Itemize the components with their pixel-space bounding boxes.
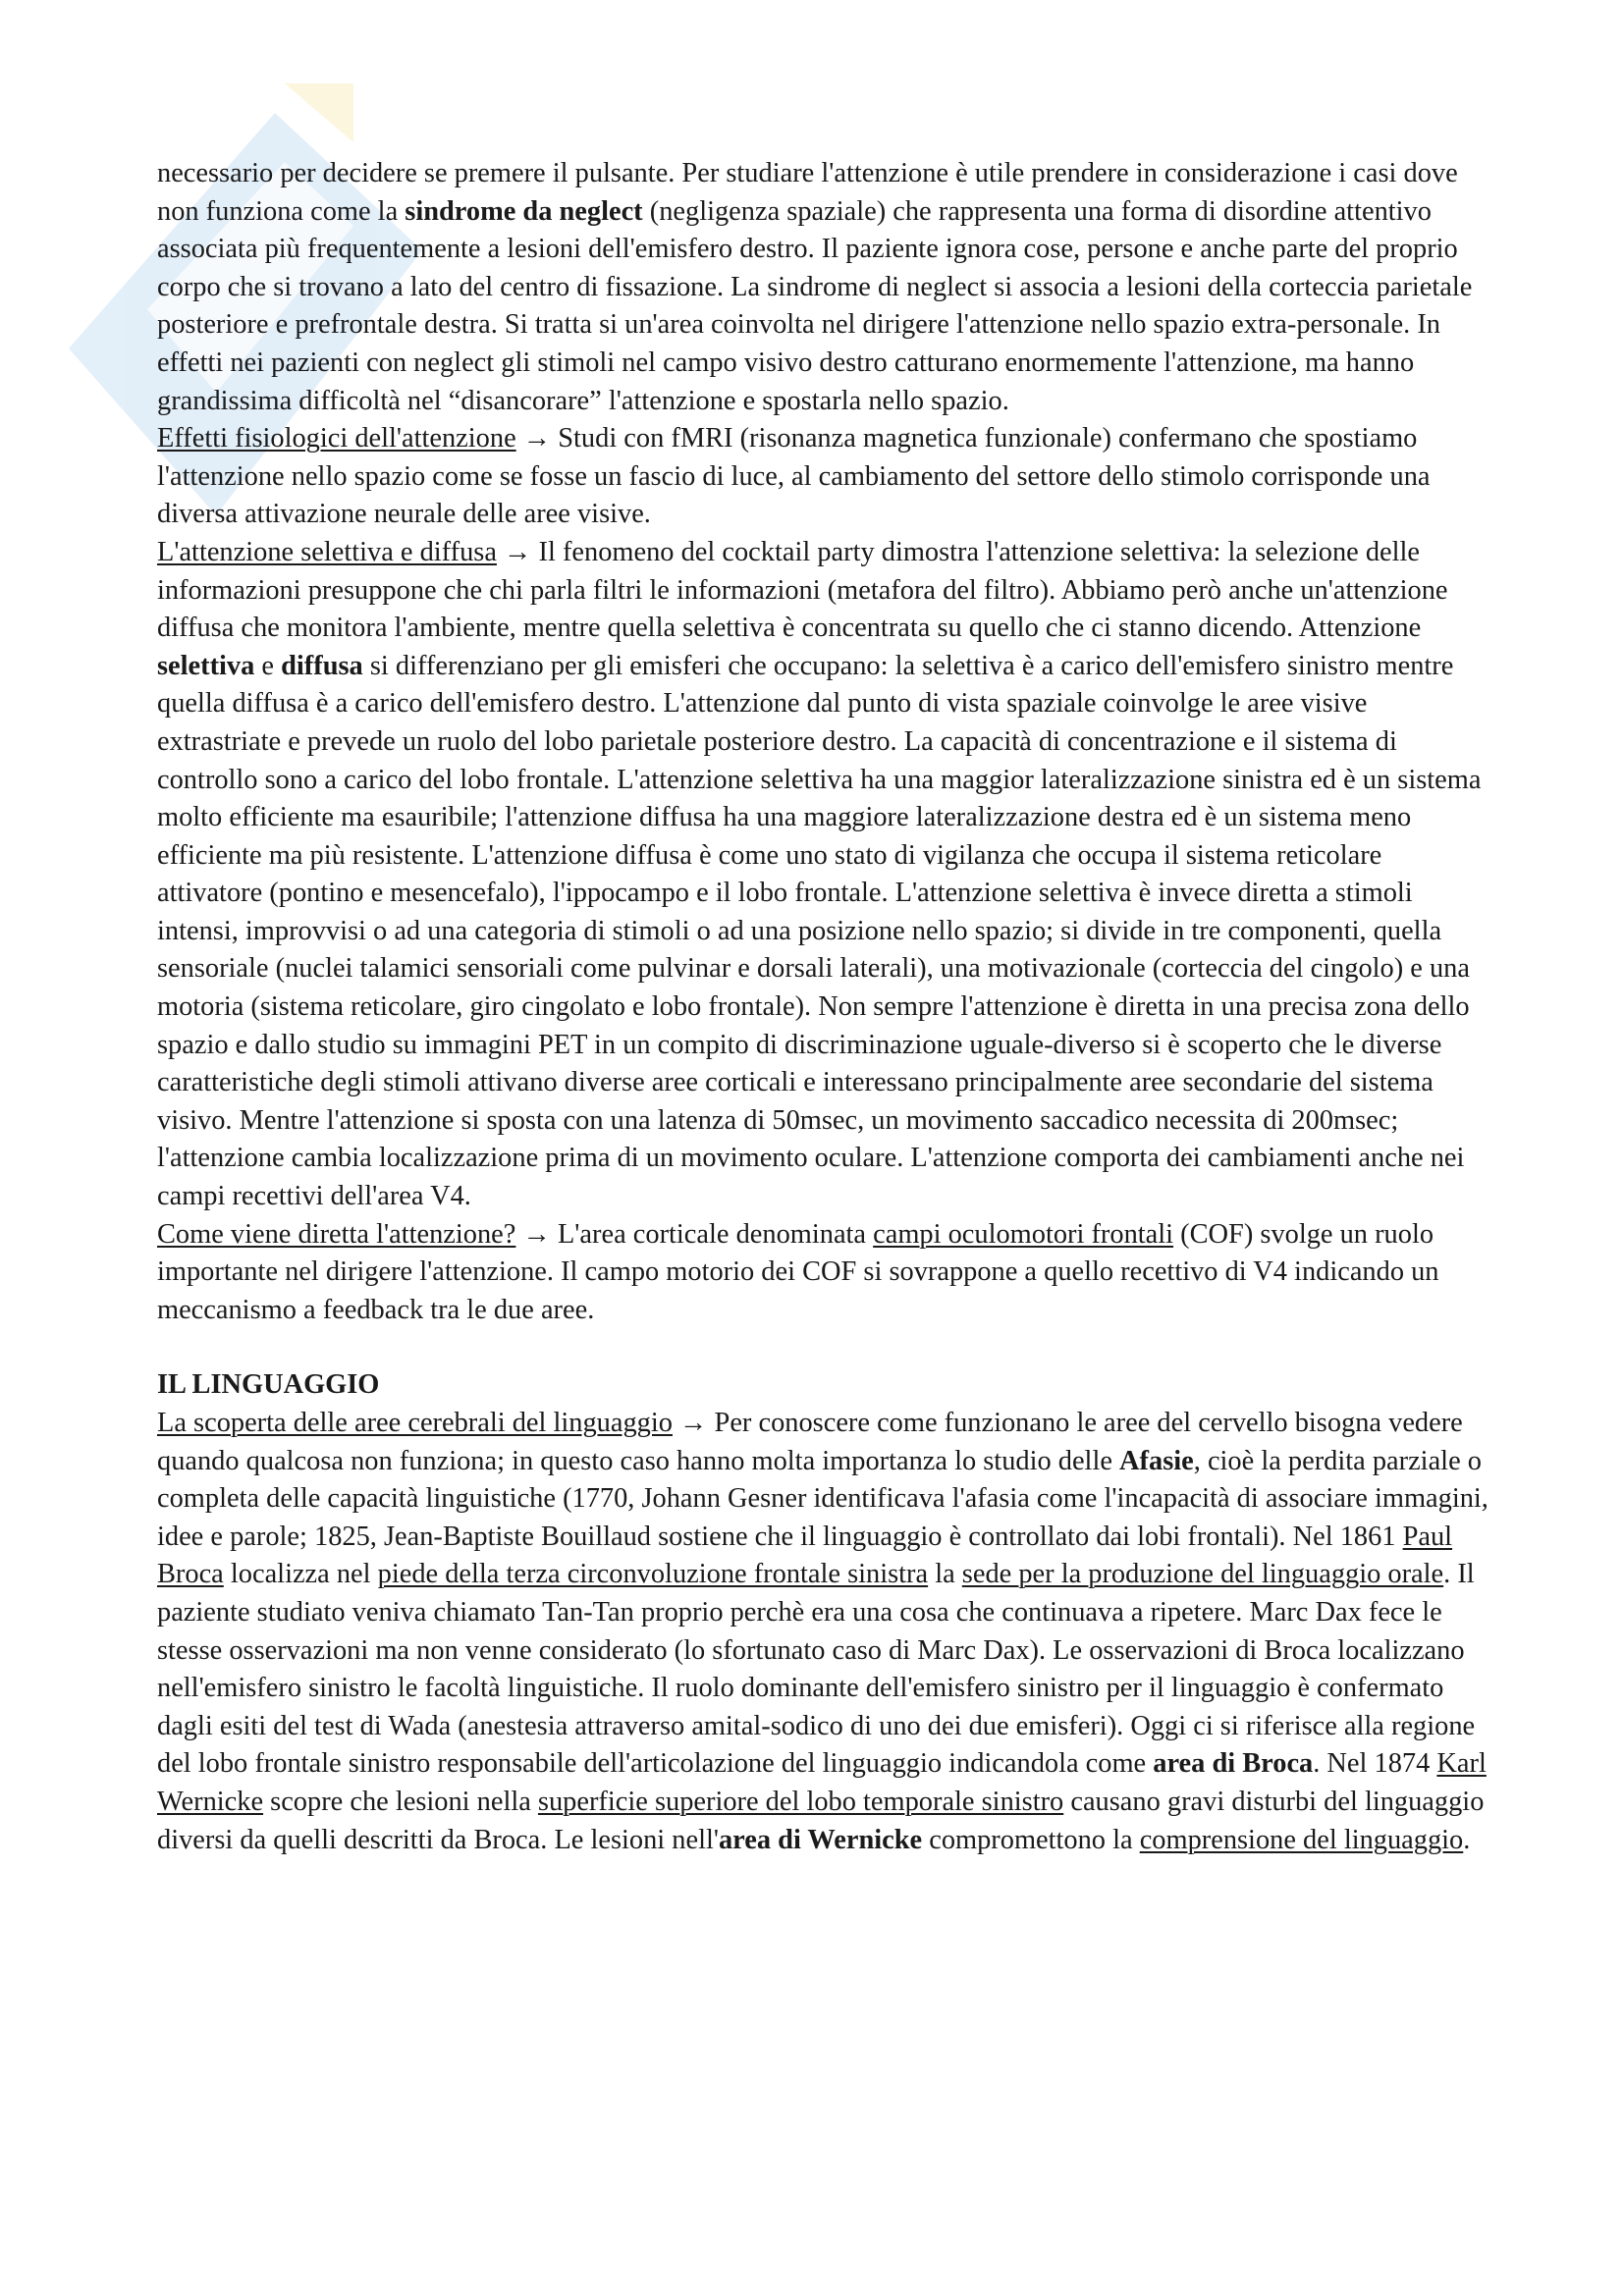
underlined-term: sede per la produzione del linguaggio orale [961, 1559, 1444, 1590]
underlined-term: campi oculomotori frontali [873, 1218, 1174, 1250]
section-title: IL LINGUAGGIO [157, 1369, 380, 1401]
underlined-heading: L'attenzione selettiva e diffusa [157, 536, 497, 567]
underlined-term: comprensione del linguaggio [1139, 1824, 1464, 1855]
paragraph-linguaggio: La scoperta delle aree cerebrali del linguaggio → Per conoscere come funzionano le aree del cervello bisogna vedere quando qualcosa non funziona; in questo caso hanno molta importanza lo studio delle Afasie, cioè la perdita parziale o completa delle capacità linguistiche (1770, Johann Gesner identificava l'afasia come l'incapacità di associare immagini, idee e parole; 1825, Jean-Baptiste Bouillaud sostiene che il linguaggio è controllato dai lobi frontali). Nel 1861 Paul Broca localizza nel piede della terza circonvoluzione frontale sinistra la sede per la produzione del linguaggio orale. Il paziente studiato veniva chiamato Tan-Tan proprio perchè era una cosa che continuava a ripetere. Marc Dax fece le stesse osservazioni ma non venne considerato (lo sfortunato caso di Marc Dax). Le osservazioni di Broca localizzano nell'emisfero sinistro le facoltà linguistiche. Il ruolo dominante dell'emisfero sinistro per il linguaggio è confermato dagli esiti del test di Wada (anestesia attraverso amital-sodico di uno dei due emisferi). Oggi ci si riferisce alla regione del lobo frontale sinistro responsabile dell'articolazione del linguaggio indicandola come area di Broca. Nel 1874 Karl Wernicke scopre che lesioni nella superficie superiore del lobo temporale sinistro causano gravi disturbi del linguaggio diversi da quelli descritti da Broca. Le lesioni nell'area di Wernicke compromettono la comprensione del linguaggio. [157, 1408, 1488, 1855]
bold-term: area di Wernicke [718, 1824, 923, 1855]
paragraph-neglect: necessario per decidere se premere il pulsante. Per studiare l'attenzione è utile prendere in considerazione i casi dove non funziona come la sindrome da neglect (negligenza spaziale) che rappresenta una forma di disordine attentivo associata più frequentemente a lesioni dell'emisfero destro. Il paziente ignora cose, persone e anche parte del proprio corpo che si trovano a lato del centro di fissazione. La sindrome di neglect si associa a lesioni della corteccia parietale posteriore e prefrontale destra. Si tratta si un'area coinvolta nel dirigere l'attenzione nello spazio extra-personale. In effetti nei pazienti con neglect gli stimoli nel campo visivo destro catturano enormemente l'attenzione, ma hanno grandissima difficoltà nel “disancorare” l'attenzione e spostarla nello spazio. [157, 158, 1473, 416]
underlined-heading: Effetti fisiologici dell'attenzione [157, 423, 516, 454]
underlined-term: Karl Wernicke [157, 1748, 1487, 1817]
bold-term: Afasie [1119, 1445, 1194, 1476]
underlined-heading: La scoperta delle aree cerebrali del linguaggio [157, 1408, 673, 1438]
paragraph-direzione-attenzione: Come viene diretta l'attenzione? → L'area corticale denominata campi oculomotori frontali (COF) svolge un ruolo importante nel dirigere l'attenzione. Il campo motorio dei COF si sovrappone a quello recettivo di V4 indicando un meccanismo a feedback tra le due aree. [157, 1218, 1439, 1325]
bold-term: diffusa [281, 650, 363, 681]
underlined-heading: Come viene diretta l'attenzione? [157, 1218, 516, 1250]
bold-term: sindrome da neglect [405, 195, 643, 227]
underlined-term: Paul Broca [157, 1521, 1453, 1590]
paragraph-attenzione-selettiva: L'attenzione selettiva e diffusa → Il fenomeno del cocktail party dimostra l'attenzione selettiva: la selezione delle informazioni presuppone che chi parla filtri le informazioni (metafora del filtro). Abbiamo però anche un'attenzione diffusa che monitora l'ambiente, mentre quella selettiva è concentrata su quello che ci stanno dicendo. Attenzione selettiva e diffusa si differenziano per gli emisferi che occupano: la selettiva è a carico dell'emisfero sinistro mentre quella diffusa è a carico dell'emisfero destro. L'attenzione dal punto di vista spaziale coinvolge le aree visive extrastriate e prevede un ruolo del lobo parietale posteriore destro. La capacità di concentrazione e il sistema di controllo sono a carico del lobo frontale. L'attenzione selettiva ha una maggior lateralizzazione sinistra ed è un sistema molto efficiente ma esauribile; l'attenzione diffusa ha una maggiore lateralizzazione destra ed è un sistema meno efficiente ma più resistente. L'attenzione diffusa è come uno stato di vigilanza che occupa il sistema reticolare attivatore (pontino e mesencefalo), l'ippocampo e il lobo frontale. L'attenzione selettiva è invece diretta a stimoli intensi, improvvisi o ad una categoria di stimoli o ad una posizione nello spazio; si divide in tre componenti, quella sensoriale (nuclei talamici sensoriali come pulvinar e dorsali laterali), una motivazionale (corteccia del cingolo) e una motoria (sistema reticolare, giro cingolato e lobo frontale). Non sempre l'attenzione è diretta in una precisa zona dello spazio e dallo studio su immagini PET in un compito di discriminazione uguale-diverso si è scoperto che le diverse caratteristiche degli stimoli attivano diverse aree corticali e interessano principalmente aree secondarie del sistema visivo. Mentre l'attenzione si sposta con una latenza di 50msec, un movimento saccadico necessita di 200msec; l'attenzione cambia localizzazione prima di un movimento oculare. L'attenzione comporta dei cambiamenti anche nei campi recettivi dell'area V4. [157, 536, 1482, 1212]
bold-term: selettiva [157, 650, 255, 681]
underlined-term: superficie superiore del lobo temporale sinistro [537, 1786, 1064, 1817]
underlined-term: piede della terza circonvoluzione frontale sinistra [377, 1559, 929, 1590]
bold-term: area di Broca [1153, 1748, 1314, 1780]
paragraph-effetti-fisiologici: Effetti fisiologici dell'attenzione → Studi con fMRI (risonanza magnetica funzionale) confermano che spostiamo l'attenzione nello spazio come se fosse un fascio di luce, al cambiamento del settore dello stimolo corrisponde una diversa attivazione neurale delle aree visive. [157, 423, 1431, 530]
document-page [157, 155, 1492, 1859]
